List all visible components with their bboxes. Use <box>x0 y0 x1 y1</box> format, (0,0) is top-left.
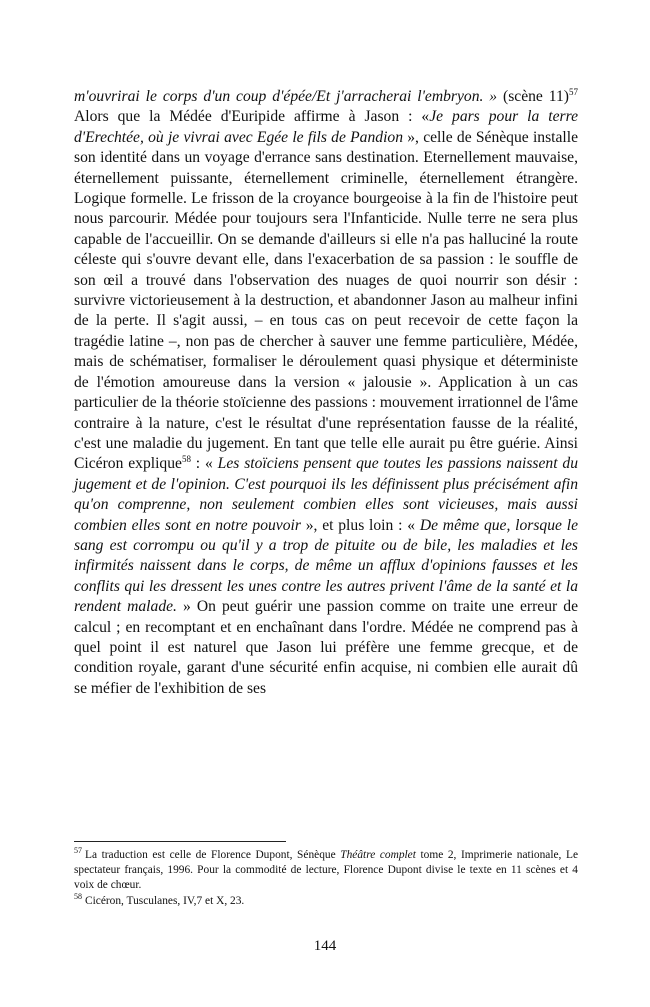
quote-cicero-1: Les stoïciens pensent que toutes les passions naissent du jugement et de l'opinion. C'est pourquoi ils les définissent plus précisément afin qu'on comprenne, non seulement combien elles sont vicieuses, mais aussi combien elles sont en notre pouvoir <box>74 455 578 534</box>
text-segment: (scène 11) <box>497 88 569 105</box>
footnote-title: Théâtre complet <box>340 849 416 861</box>
footnote-ref-57[interactable]: 57 <box>569 86 578 97</box>
footnote-text: tome 2, Imprimerie nationale, Le spectateur français, 1996. Pour la commodité de lecture, Florence Dupont divise le texte en 11 scènes et 4 voix de chœur. <box>74 849 578 892</box>
quote-cicero-2: De même que, lorsque le sang est corrompu ou qu'il y a trop de pituite ou de bile, les maladies et les infirmités naissent dans le corps, de même un afflux d'opinions fausses et les conflits qui les dressent les unes contre les autres privent l'âme de la santé et la rendent malade. <box>74 516 578 616</box>
footnote-ref-58[interactable]: 58 <box>181 454 191 465</box>
page-number: 144 <box>313 938 337 954</box>
quote-euripide: Je pars pour la terre d'Erechtée, où je vivrai avec Egée le fils de Pandion <box>74 108 578 146</box>
footnote-text: Cicéron, Tusculanes, IV,7 et X, 23. <box>85 894 245 907</box>
footnote-text: La traduction est celle de Florence Dupont, Sénèque <box>85 849 341 861</box>
body-paragraph <box>74 87 578 699</box>
footnote-number: 57 <box>74 846 82 856</box>
footnote-58 <box>74 891 578 909</box>
footnotes <box>74 848 578 909</box>
main-text <box>74 87 578 699</box>
text-segment: », et plus loin : « <box>300 516 420 534</box>
footnote-number: 58 <box>74 891 82 901</box>
text-segment: Alors que la Médée d'Euripide affirme à Jason : « <box>74 108 430 126</box>
text-segment: » On peut guérir une passion comme on traite une erreur de calcul ; en recomptant et en enchaînant dans l'ordre. Médée ne comprend pas à quel point il est naturel que Jason lui préfère une femme grecque, et de condition royale, garant d'une sécurité enfin acquise, ni combien elle aurait dû se méfier de l'exhibition de ses <box>74 598 578 697</box>
text-segment: : « <box>190 455 218 473</box>
quote-medee-seneque: m'ouvrirai le corps d'un coup d'épée/Et j'arracherai l'embryon. » <box>74 88 498 105</box>
text-segment: », celle de Sénèque installe son identité dans un voyage d'errance sans destination. Eternellement mauvaise, éternellement puissante, éternellement criminelle, éternellement étrangère. Logique formelle. Le frisson de la croyance bourgeoise à la fin de l'histoire peut nous parcourir. Médée pour toujours sera l'Infanticide. Nulle terre ne sera plus capable de l'accueillir. On se demande d'ailleurs si elle n'a pas halluciné la route céleste qui s'ouvre devant elle, dans l'exacerbation de sa passion : le souffle de son œil a trouvé dans l'observation des nuages de quoi nourrir son désir : survivre victorieusement à la destruction, et abandonner Jason au malheur infini de la perte. Il s'agit aussi, – en tous cas on peut recevoir de cette façon la tragédie latine –, non pas de chercher à sauver une femme particulière, Médée, mais de schématiser, formaliser le déroulement quasi physique et déterministe de l'émotion amoureuse dans la version « jalousie ». Application à un cas particulier de la théorie stoïcienne des passions : mouvement irrationnel de l'âme contraire à la nature, c'est le résultat d'une représentation fausse de la réalité, c'est une maladie du jugement. En tant que telle elle aurait pu être guérie. Ainsi Cicéron explique <box>74 128 578 473</box>
footnote-57 <box>74 848 578 894</box>
footnote-separator <box>74 841 286 842</box>
